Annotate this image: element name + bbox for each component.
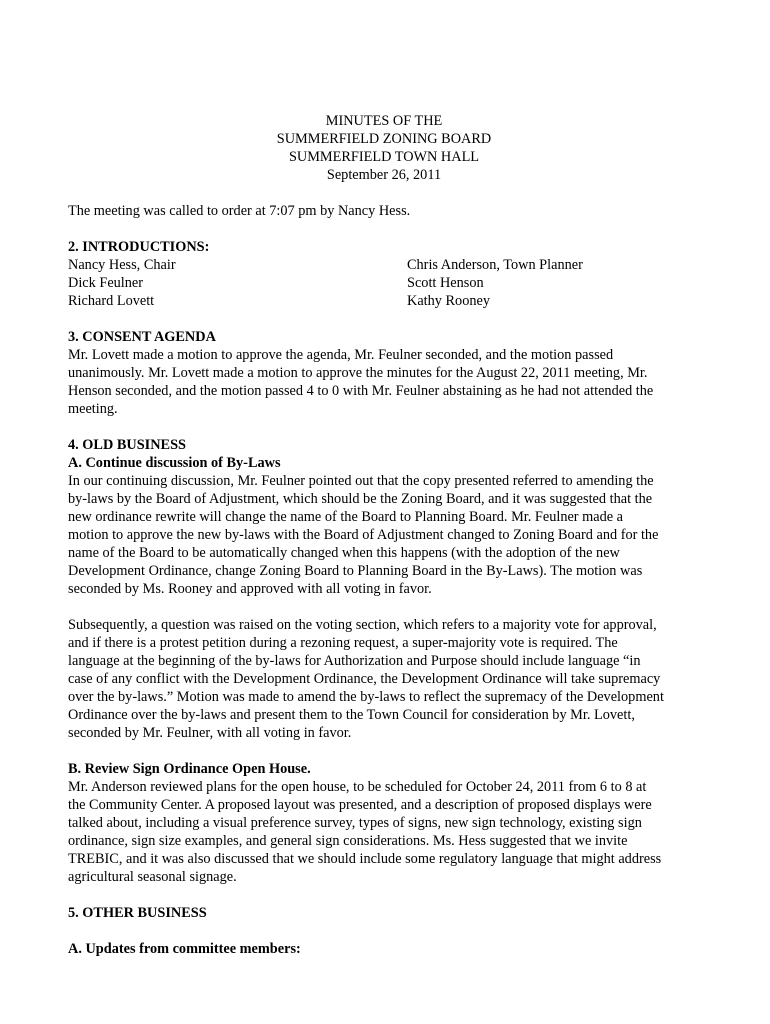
attendee: Scott Henson <box>407 275 484 291</box>
text-line: unanimously. Mr. Lovett made a motion to approve the minutes for the August 22, 2011 meeting, Mr. <box>68 365 648 381</box>
sign-ordinance-subheading: B. Review Sign Ordinance Open House. <box>68 761 311 777</box>
other-business-heading: 5. OTHER BUSINESS <box>68 905 207 921</box>
introductions-heading: 2. INTRODUCTIONS: <box>68 239 210 255</box>
consent-agenda-paragraph <box>68 346 708 418</box>
attendee: Dick Feulner <box>68 275 144 291</box>
attendees-left-column <box>68 256 407 310</box>
old-business-heading: 4. OLD BUSINESS <box>68 437 186 453</box>
call-to-order: The meeting was called to order at 7:07 pm by Nancy Hess. <box>68 203 411 219</box>
text-line: new ordinance rewrite will change the name of the Board to Planning Board. Mr. Feulner made a <box>68 509 624 525</box>
text-line: meeting. <box>68 401 118 417</box>
text-line: talked about, including a visual preference survey, types of signs, new sign technology, existing sign <box>68 815 642 831</box>
attendee: Kathy Rooney <box>407 293 490 309</box>
attendees-list <box>68 256 708 310</box>
text-line: ordinance, sign size examples, and general sign considerations. Ms. Hess suggested that we invite <box>68 833 628 849</box>
header-line-3: SUMMERFIELD TOWN HALL <box>288 149 480 165</box>
text-line: case of any conflict with the Development Ordinance, the Development Ordinance will take supremacy <box>68 671 661 687</box>
attendees-right-column <box>407 256 707 310</box>
text-line: Development Ordinance, change Zoning Board to Planning Board in the By-Laws). The motion was <box>68 563 643 579</box>
text-line: name of the Board to be automatically changed when this happens (with the adoption of the new <box>68 545 620 561</box>
bylaws-paragraph-2 <box>68 616 708 742</box>
text-line: and if there is a protest petition during a rezoning request, a super-majority vote is required. The <box>68 635 618 651</box>
text-line: Ordinance over the by-laws and present them to the Town Council for consideration by Mr. Lovett, <box>68 707 635 723</box>
text-line: TREBIC, and it was also discussed that we should include some regulatory language that might address <box>68 851 662 867</box>
consent-agenda-heading: 3. CONSENT AGENDA <box>68 329 216 345</box>
text-line: language at the beginning of the by-laws for Authorization and Purpose should include language “in <box>68 653 641 669</box>
text-line: motion to approve the new by-laws with the Board of Adjustment changed to Zoning Board and for the <box>68 527 659 543</box>
attendee: Nancy Hess, Chair <box>68 257 176 273</box>
text-line: by-laws by the Board of Adjustment, which should be the Zoning Board, and it was suggested that the <box>68 491 653 507</box>
header-line-1: MINUTES OF THE <box>325 113 443 129</box>
text-line: the Community Center. A proposed layout was presented, and a description of proposed displays were <box>68 797 652 813</box>
meeting-date: September 26, 2011 <box>326 167 442 183</box>
bylaws-paragraph-1 <box>68 472 708 598</box>
text-line: seconded by Ms. Rooney and approved with all voting in favor. <box>68 581 432 597</box>
bylaws-subheading: A. Continue discussion of By-Laws <box>68 455 281 471</box>
text-line: agricultural seasonal signage. <box>68 869 237 885</box>
header-line-2: SUMMERFIELD ZONING BOARD <box>276 131 492 147</box>
text-line: In our continuing discussion, Mr. Feulner pointed out that the copy presented referred to amending the <box>68 473 654 489</box>
committee-updates-subheading: A. Updates from committee members: <box>68 941 301 957</box>
text-line: seconded by Mr. Feulner, with all voting in favor. <box>68 725 352 741</box>
text-line: Mr. Lovett made a motion to approve the agenda, Mr. Feulner seconded, and the motion passed <box>68 347 614 363</box>
sign-ordinance-paragraph <box>68 778 708 886</box>
text-line: Mr. Anderson reviewed plans for the open house, to be scheduled for October 24, 2011 from 6 to 8 at <box>68 779 647 795</box>
document-header <box>68 112 700 184</box>
text-line: over the by-laws.” Motion was made to amend the by-laws to reflect the supremacy of the Development <box>68 689 664 705</box>
text-line: Subsequently, a question was raised on the voting section, which refers to a majority vote for approval, <box>68 617 657 633</box>
attendee: Chris Anderson, Town Planner <box>407 257 583 273</box>
attendee: Richard Lovett <box>68 293 155 309</box>
document-page <box>68 112 708 958</box>
text-line: Henson seconded, and the motion passed 4 to 0 with Mr. Feulner abstaining as he had not attended the <box>68 383 654 399</box>
